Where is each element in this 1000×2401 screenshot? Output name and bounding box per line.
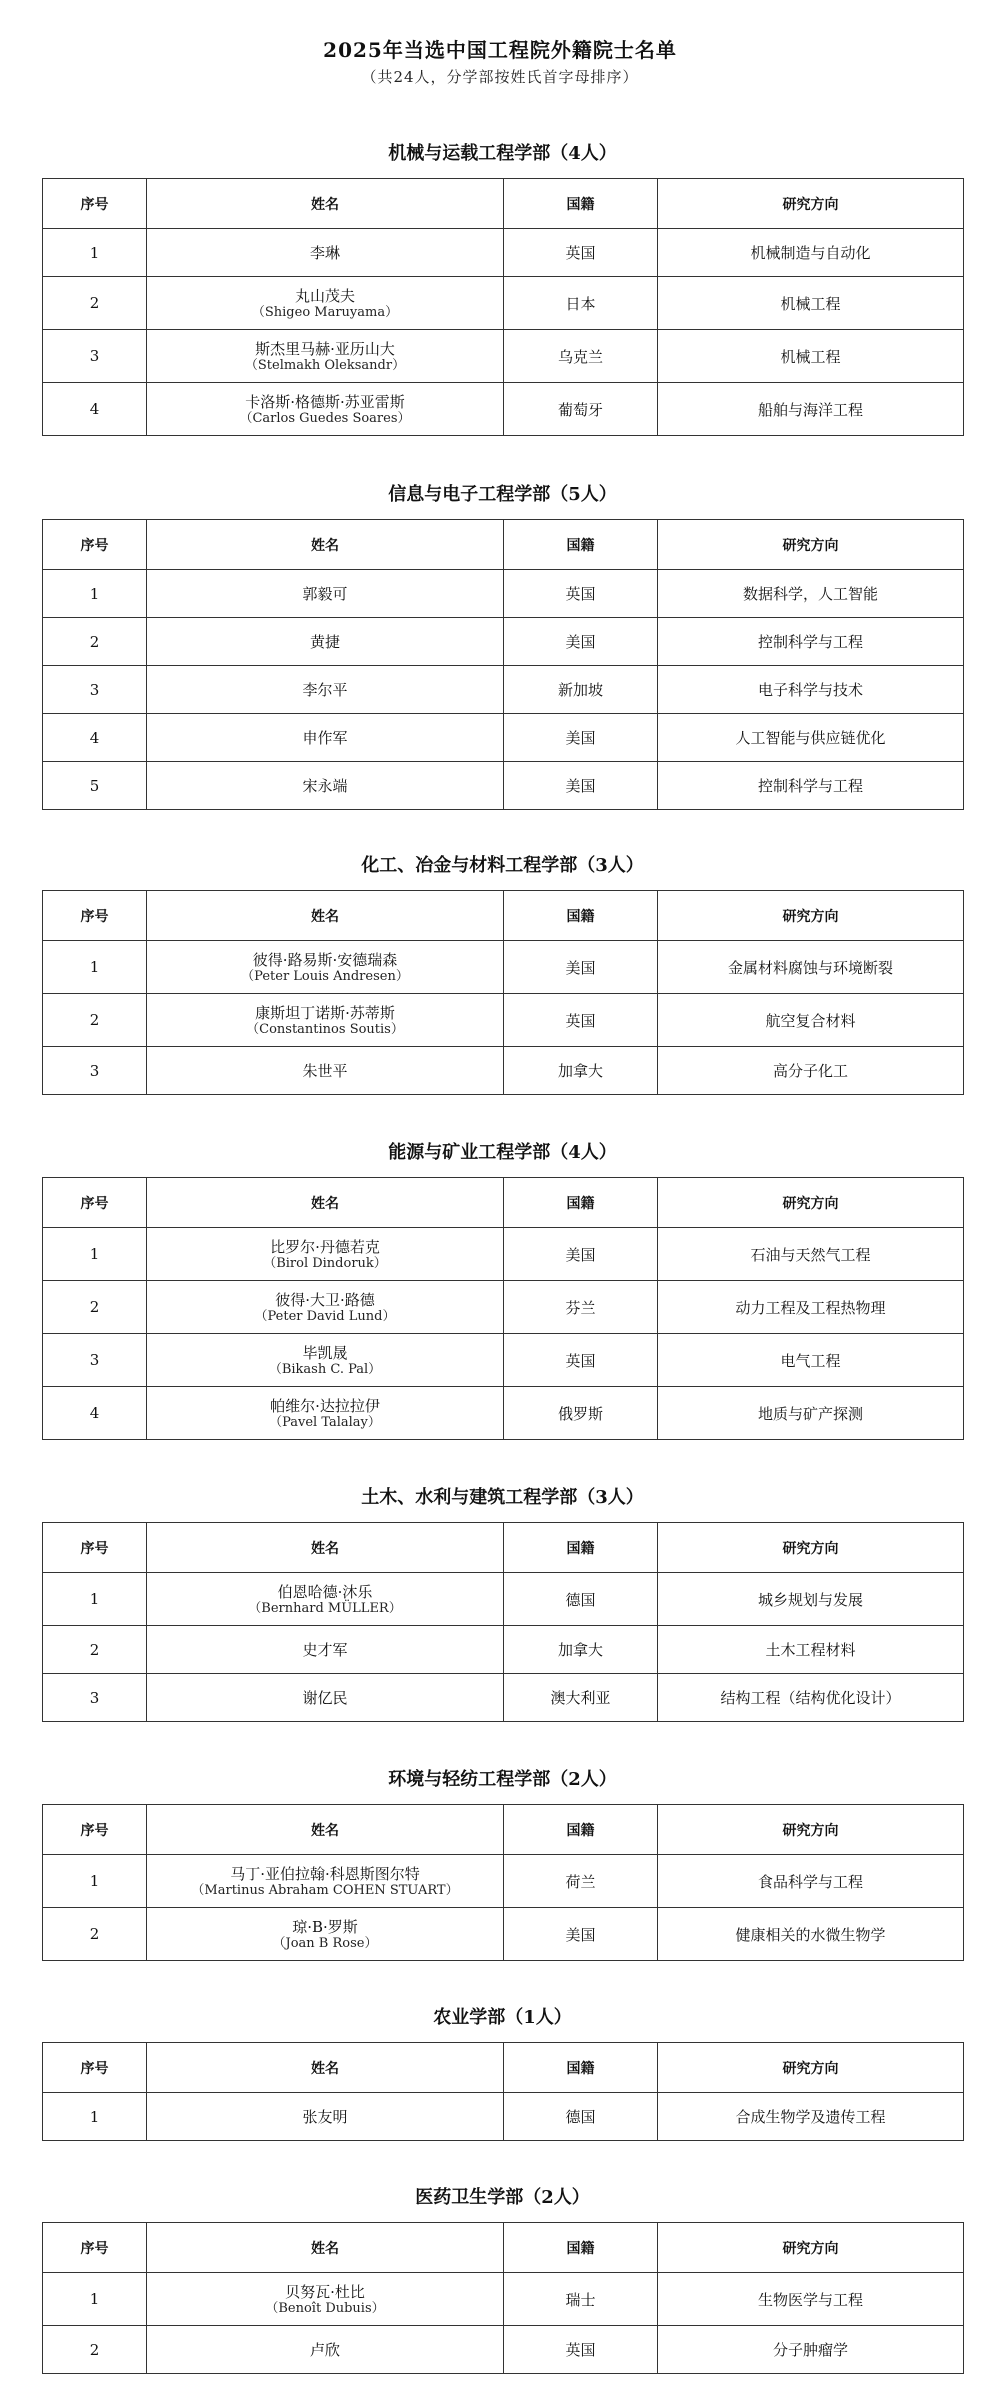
- page-title: 2025年当选中国工程院外籍院士名单: [323, 38, 677, 62]
- name-chinese: 马丁·亚伯拉翰·科恩斯图尔特: [230, 1864, 420, 1883]
- research-field-cell: 航空复合材料: [658, 994, 964, 1047]
- header-no: 序号: [43, 2043, 147, 2093]
- name-english: （Peter David Lund）: [254, 1308, 396, 1324]
- header-no: 序号: [43, 2223, 147, 2273]
- table-row: [43, 714, 964, 762]
- research-field-cell: 控制科学与工程: [658, 762, 964, 810]
- name-english: （Carlos Guedes Soares）: [239, 410, 411, 426]
- name-cell: [147, 1908, 504, 1961]
- member-table: [42, 178, 964, 436]
- name-chinese: 琼·B·罗斯: [292, 1917, 358, 1936]
- row-number: 2: [43, 618, 147, 666]
- research-field-cell: 控制科学与工程: [658, 618, 964, 666]
- header-field: 研究方向: [658, 179, 964, 229]
- table-row: [43, 570, 964, 618]
- table-header-row: [43, 2223, 964, 2273]
- name-cell: [147, 941, 504, 994]
- section-title: 能源与矿业工程学部（4人）: [388, 1142, 617, 1163]
- row-number: 4: [43, 714, 147, 762]
- table-header-row: [43, 891, 964, 941]
- section-title: 农业学部（1人）: [433, 2007, 572, 2028]
- research-field-cell: 电子科学与技术: [658, 666, 964, 714]
- nationality-cell: 日本: [504, 277, 658, 330]
- member-table: [42, 1177, 964, 1440]
- header-no: 序号: [43, 179, 147, 229]
- nationality-cell: 瑞士: [504, 2273, 658, 2326]
- header-name: 姓名: [147, 1523, 504, 1573]
- header-no: 序号: [43, 1805, 147, 1855]
- research-field-cell: 数据科学，人工智能: [658, 570, 964, 618]
- research-field-cell: 地质与矿产探测: [658, 1387, 964, 1440]
- section: [42, 855, 963, 1095]
- row-number: 1: [43, 2273, 147, 2326]
- research-field-cell: 船舶与海洋工程: [658, 383, 964, 436]
- name-chinese: 毕凯晟: [302, 1343, 348, 1362]
- table-row: [43, 277, 964, 330]
- name-chinese: 斯杰里马赫·亚历山大: [255, 339, 395, 358]
- member-table: [42, 2222, 964, 2374]
- table-row: [43, 2326, 964, 2374]
- name-english: （Bikash C. Pal）: [268, 1361, 382, 1377]
- table-header-row: [43, 1805, 964, 1855]
- table-row: [43, 1334, 964, 1387]
- row-number: 4: [43, 1387, 147, 1440]
- member-table: [42, 1522, 964, 1722]
- name-cell: [147, 1573, 504, 1626]
- name-chinese: 史才军: [302, 1640, 348, 1659]
- nationality-cell: 加拿大: [504, 1047, 658, 1095]
- row-number: 2: [43, 2326, 147, 2374]
- section-title: 环境与轻纺工程学部（2人）: [388, 1769, 617, 1790]
- section-title: 医药卫生学部（2人）: [415, 2187, 590, 2208]
- nationality-cell: 英国: [504, 570, 658, 618]
- research-field-cell: 机械工程: [658, 277, 964, 330]
- table-header-row: [43, 1178, 964, 1228]
- section: [42, 1142, 963, 1440]
- research-field-cell: 合成生物学及遗传工程: [658, 2093, 964, 2141]
- name-cell: [147, 277, 504, 330]
- name-chinese: 比罗尔·丹德若克: [270, 1237, 380, 1256]
- header-nationality: 国籍: [504, 179, 658, 229]
- name-chinese: 贝努瓦·杜比: [285, 2282, 365, 2301]
- row-number: 5: [43, 762, 147, 810]
- header-field: 研究方向: [658, 1523, 964, 1573]
- table-row: [43, 1674, 964, 1722]
- row-number: 4: [43, 383, 147, 436]
- section-title: 机械与运载工程学部（4人）: [388, 143, 617, 164]
- row-number: 3: [43, 1047, 147, 1095]
- header-name: 姓名: [147, 2223, 504, 2273]
- header-name: 姓名: [147, 179, 504, 229]
- nationality-cell: 俄罗斯: [504, 1387, 658, 1440]
- row-number: 2: [43, 1626, 147, 1674]
- research-field-cell: 机械工程: [658, 330, 964, 383]
- table-row: [43, 1626, 964, 1674]
- nationality-cell: 荷兰: [504, 1855, 658, 1908]
- name-english: （Constantinos Soutis）: [246, 1021, 404, 1037]
- nationality-cell: 芬兰: [504, 1281, 658, 1334]
- research-field-cell: 城乡规划与发展: [658, 1573, 964, 1626]
- name-cell: [147, 618, 504, 666]
- nationality-cell: 美国: [504, 1908, 658, 1961]
- section-title: 化工、冶金与材料工程学部（3人）: [361, 855, 644, 876]
- header-no: 序号: [43, 1523, 147, 1573]
- name-cell: [147, 994, 504, 1047]
- name-cell: [147, 1387, 504, 1440]
- nationality-cell: 美国: [504, 714, 658, 762]
- header-nationality: 国籍: [504, 1178, 658, 1228]
- table-row: [43, 1855, 964, 1908]
- table-row: [43, 994, 964, 1047]
- name-chinese: 黄捷: [309, 632, 340, 651]
- row-number: 1: [43, 1228, 147, 1281]
- member-table: [42, 519, 964, 810]
- row-number: 1: [43, 570, 147, 618]
- name-cell: [147, 714, 504, 762]
- table-row: [43, 330, 964, 383]
- page-subtitle: （共24人，分学部按姓氏首字母排序）: [361, 68, 639, 86]
- section-title: 土木、水利与建筑工程学部（3人）: [361, 1487, 644, 1508]
- section: [42, 1487, 963, 1722]
- member-table: [42, 890, 964, 1095]
- header-nationality: 国籍: [504, 520, 658, 570]
- name-chinese: 朱世平: [302, 1061, 348, 1080]
- research-field-cell: 分子肿瘤学: [658, 2326, 964, 2374]
- header-field: 研究方向: [658, 1178, 964, 1228]
- name-chinese: 伯恩哈德·沐乐: [277, 1582, 373, 1601]
- header-field: 研究方向: [658, 2223, 964, 2273]
- table-row: [43, 618, 964, 666]
- name-cell: [147, 2326, 504, 2374]
- header-name: 姓名: [147, 891, 504, 941]
- table-row: [43, 229, 964, 277]
- row-number: 1: [43, 941, 147, 994]
- row-number: 3: [43, 1674, 147, 1722]
- name-cell: [147, 1674, 504, 1722]
- name-cell: [147, 229, 504, 277]
- table-row: [43, 1228, 964, 1281]
- name-english: （Bernhard MÜLLER）: [248, 1600, 402, 1616]
- nationality-cell: 美国: [504, 762, 658, 810]
- table-row: [43, 2273, 964, 2326]
- nationality-cell: 美国: [504, 1228, 658, 1281]
- name-english: （Birol Dindoruk）: [263, 1255, 387, 1271]
- table-header-row: [43, 1523, 964, 1573]
- header-field: 研究方向: [658, 1805, 964, 1855]
- name-cell: [147, 666, 504, 714]
- name-chinese: 卡洛斯·格德斯·苏亚雷斯: [245, 392, 405, 411]
- name-cell: [147, 1228, 504, 1281]
- row-number: 1: [43, 229, 147, 277]
- table-row: [43, 1573, 964, 1626]
- row-number: 3: [43, 330, 147, 383]
- name-chinese: 卢欣: [309, 2340, 340, 2359]
- row-number: 3: [43, 1334, 147, 1387]
- row-number: 2: [43, 1908, 147, 1961]
- name-chinese: 康斯坦丁诺斯·苏蒂斯: [255, 1003, 395, 1022]
- nationality-cell: 澳大利亚: [504, 1674, 658, 1722]
- section: [42, 484, 963, 810]
- name-chinese: 宋永端: [302, 776, 348, 795]
- name-chinese: 彼得·路易斯·安德瑞森: [252, 950, 398, 969]
- section: [42, 1769, 963, 1961]
- nationality-cell: 英国: [504, 1334, 658, 1387]
- research-field-cell: 健康相关的水微生物学: [658, 1908, 964, 1961]
- table-header-row: [43, 179, 964, 229]
- table-row: [43, 383, 964, 436]
- row-number: 1: [43, 1855, 147, 1908]
- name-cell: [147, 383, 504, 436]
- row-number: 1: [43, 1573, 147, 1626]
- table-row: [43, 1387, 964, 1440]
- member-table: [42, 1804, 964, 1961]
- table-header-row: [43, 2043, 964, 2093]
- header-no: 序号: [43, 520, 147, 570]
- name-english: （Joan B Rose）: [272, 1935, 378, 1951]
- name-english: （Stelmakh Oleksandr）: [244, 357, 406, 373]
- table-row: [43, 762, 964, 810]
- section: [42, 2187, 963, 2374]
- header-no: 序号: [43, 891, 147, 941]
- research-field-cell: 金属材料腐蚀与环境断裂: [658, 941, 964, 994]
- nationality-cell: 英国: [504, 994, 658, 1047]
- table-row: [43, 2093, 964, 2141]
- table-row: [43, 941, 964, 994]
- research-field-cell: 石油与天然气工程: [658, 1228, 964, 1281]
- research-field-cell: 食品科学与工程: [658, 1855, 964, 1908]
- name-english: （Pavel Talalay）: [269, 1414, 381, 1430]
- name-chinese: 丸山茂夫: [294, 286, 355, 305]
- header-field: 研究方向: [658, 520, 964, 570]
- name-chinese: 谢亿民: [302, 1688, 348, 1707]
- name-cell: [147, 2273, 504, 2326]
- header-name: 姓名: [147, 520, 504, 570]
- research-field-cell: 动力工程及工程热物理: [658, 1281, 964, 1334]
- header-name: 姓名: [147, 1178, 504, 1228]
- name-chinese: 郭毅可: [302, 584, 348, 603]
- nationality-cell: 加拿大: [504, 1626, 658, 1674]
- name-chinese: 张友明: [302, 2107, 348, 2126]
- name-cell: [147, 2093, 504, 2141]
- nationality-cell: 乌克兰: [504, 330, 658, 383]
- nationality-cell: 葡萄牙: [504, 383, 658, 436]
- name-chinese: 申作军: [302, 728, 348, 747]
- member-table: [42, 2042, 964, 2141]
- research-field-cell: 机械制造与自动化: [658, 229, 964, 277]
- table-row: [43, 1047, 964, 1095]
- section: [42, 2007, 963, 2141]
- nationality-cell: 英国: [504, 229, 658, 277]
- header-nationality: 国籍: [504, 891, 658, 941]
- row-number: 3: [43, 666, 147, 714]
- row-number: 2: [43, 994, 147, 1047]
- nationality-cell: 美国: [504, 618, 658, 666]
- name-cell: [147, 330, 504, 383]
- research-field-cell: 人工智能与供应链优化: [658, 714, 964, 762]
- name-english: （Shigeo Maruyama）: [251, 304, 399, 320]
- header-no: 序号: [43, 1178, 147, 1228]
- name-cell: [147, 1047, 504, 1095]
- section: [42, 143, 963, 436]
- name-cell: [147, 762, 504, 810]
- name-cell: [147, 1281, 504, 1334]
- row-number: 1: [43, 2093, 147, 2141]
- research-field-cell: 电气工程: [658, 1334, 964, 1387]
- name-cell: [147, 570, 504, 618]
- nationality-cell: 德国: [504, 2093, 658, 2141]
- nationality-cell: 英国: [504, 2326, 658, 2374]
- header-nationality: 国籍: [504, 2043, 658, 2093]
- name-chinese: 帕维尔·达拉拉伊: [270, 1396, 380, 1415]
- name-cell: [147, 1626, 504, 1674]
- row-number: 2: [43, 277, 147, 330]
- research-field-cell: 土木工程材料: [658, 1626, 964, 1674]
- table-row: [43, 666, 964, 714]
- header-name: 姓名: [147, 2043, 504, 2093]
- nationality-cell: 美国: [504, 941, 658, 994]
- name-chinese: 彼得·大卫·路德: [275, 1290, 375, 1309]
- header-name: 姓名: [147, 1805, 504, 1855]
- header-nationality: 国籍: [504, 1805, 658, 1855]
- name-chinese: 李琳: [309, 243, 340, 262]
- nationality-cell: 新加坡: [504, 666, 658, 714]
- table-row: [43, 1908, 964, 1961]
- section-title: 信息与电子工程学部（5人）: [388, 484, 617, 505]
- table-row: [43, 1281, 964, 1334]
- research-field-cell: 高分子化工: [658, 1047, 964, 1095]
- name-cell: [147, 1855, 504, 1908]
- nationality-cell: 德国: [504, 1573, 658, 1626]
- name-english: （Peter Louis Andresen）: [241, 968, 409, 984]
- name-english: （Benoît Dubuis）: [265, 2300, 385, 2316]
- name-chinese: 李尔平: [302, 680, 348, 699]
- table-header-row: [43, 520, 964, 570]
- research-field-cell: 生物医学与工程: [658, 2273, 964, 2326]
- name-english: （Martinus Abraham COHEN STUART）: [191, 1882, 459, 1898]
- header-field: 研究方向: [658, 891, 964, 941]
- row-number: 2: [43, 1281, 147, 1334]
- name-cell: [147, 1334, 504, 1387]
- header-field: 研究方向: [658, 2043, 964, 2093]
- header-nationality: 国籍: [504, 1523, 658, 1573]
- research-field-cell: 结构工程（结构优化设计）: [658, 1674, 964, 1722]
- header-nationality: 国籍: [504, 2223, 658, 2273]
